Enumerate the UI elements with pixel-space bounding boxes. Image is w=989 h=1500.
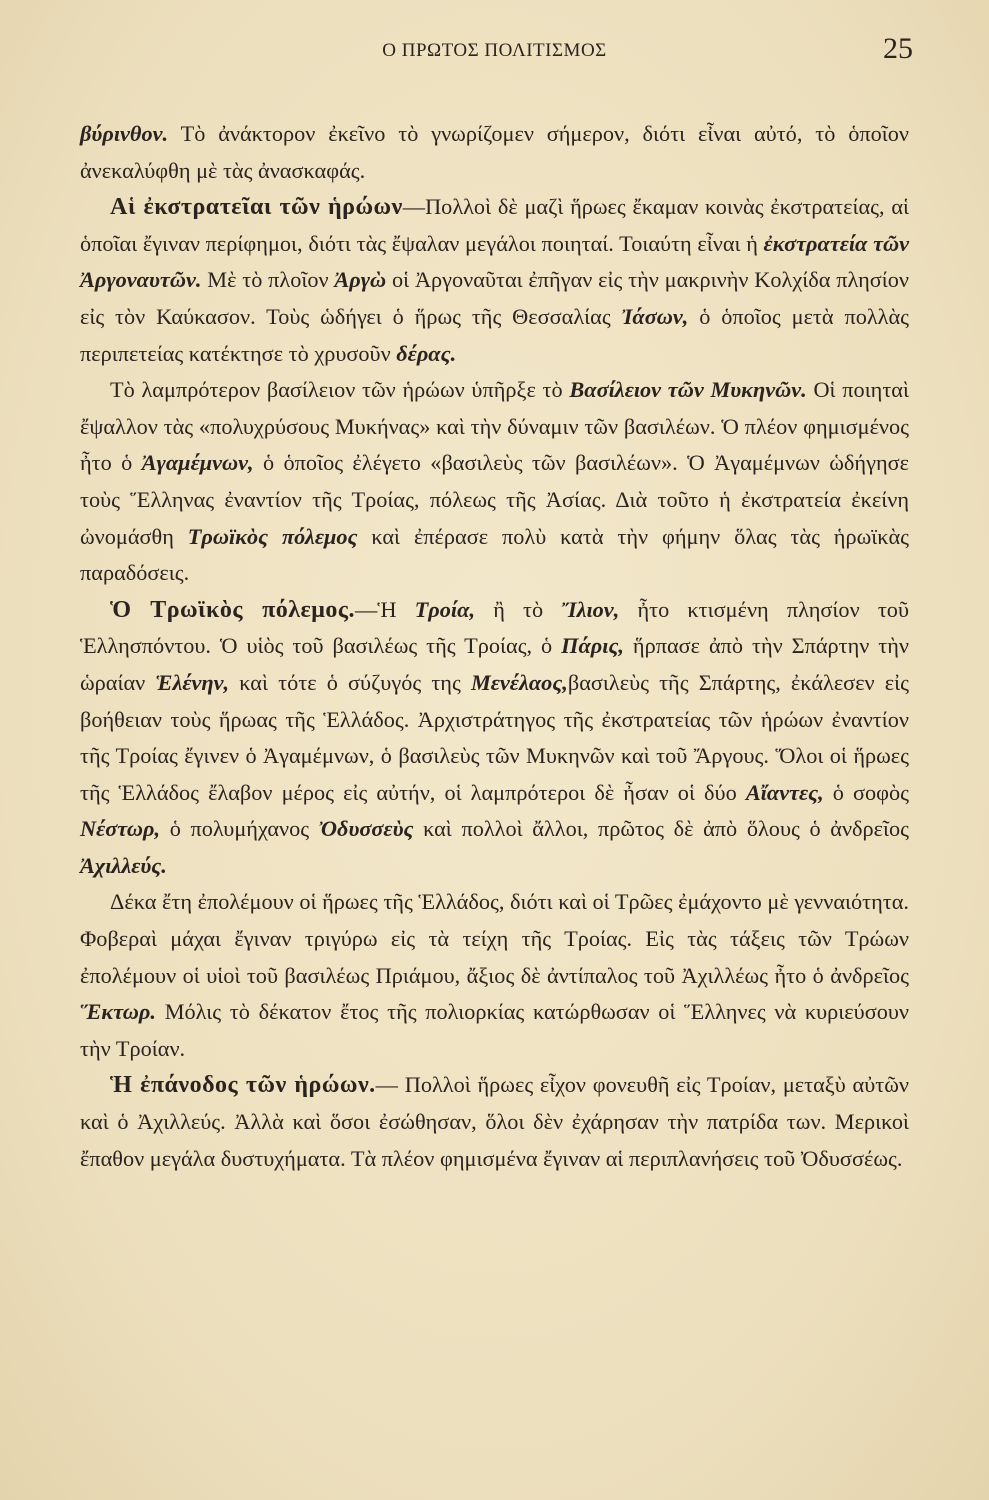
paragraph-text: ἥρπασε ἀπὸ τὴν Σπάρτην τὴν ὡραίαν [80,633,909,695]
page-header [80,28,913,72]
paragraph-text: καὶ ἐπέρασε πολὺ κατὰ τὴν φήμην ὅλας τὰς ἡρωϊκὰς παραδόσεις. [80,523,909,586]
paragraph-text: ἦτο κτισμένη πλησίον τοῦ Ἑλλησπόντου. Ὁ υἱὸς τοῦ βασιλέως τῆς Τροίας, ὁ [80,596,909,659]
emphasis-term: Ὀδυσσεὺς [318,816,414,842]
paragraph-text: ὁ σοφὸς [823,779,909,805]
emphasis-term: Ἴλιον, [561,596,620,622]
page-number: 25 [883,32,913,65]
emphasis-term: Ἀγαμέμνων, [141,450,254,476]
paragraph-text: Δέκα ἔτη ἐπολέμουν οἱ ἥρωες τῆς Ἑλλάδος, διότι καὶ οἱ Τρῶες ἐμάχοντο μὲ γενναιότητα. Φοβεραὶ μάχαι ἔγιναν τριγύρω εἰς τὰ τείχη τῆς Τροίας. Εἰς τὰς τάξεις τῶν Τρώων ἐπολέμουν οἱ υἱοὶ τοῦ βασιλέως Πριάμου, ἄξιος δὲ ἀντίπαλος τοῦ Ἀχιλλέως ἦτο ὁ ἀνδρεῖος [80,889,909,988]
emphasis-term: Πάρις, [561,633,624,659]
body-text [80,116,909,1177]
emphasis-term: δέρας. [396,340,457,366]
emphasis-term: Νέστωρ, [80,816,161,842]
paragraph-text: καὶ πολλοὶ ἄλλοι, πρῶτος δὲ ἀπὸ ὅλους ὁ ἀνδρεῖος [413,816,909,842]
emphasis-term: ἐκστρατεία τῶν Ἀργοναυτῶν. [80,230,909,293]
section-heading: Αἱ ἐκστρατεῖαι τῶν ἡρώων [110,194,403,221]
paragraph-text: καὶ τότε ὁ σύζυγός της [229,669,471,695]
section-heading: Ὁ Τρωϊκὸς πόλεμος. [110,596,356,623]
running-title: Ο ΠΡΩΤΟΣ ΠΟΛΙΤΙΣΜΟΣ [382,40,607,61]
emphasis-term: Ἑλένην, [155,669,230,695]
emphasis-term: βύρινθον. [80,121,169,146]
emphasis-term: Ἕκτωρ. [80,999,156,1025]
paragraph-text: Τὸ ἀνάκτορον ἐκεῖνο τὸ γνωρίζομεν σήμερον, διότι εἶναι αὐτό, τὸ ὁποῖον ἀνεκαλύφθη μὲ τὰς ἀνασκαφάς. [80,121,909,183]
paragraph-text: Μόλις τὸ δέκατον ἔτος τῆς πολιορκίας κατώρθωσαν οἱ Ἕλληνες νὰ κυριεύσουν τὴν Τροίαν. [80,999,909,1061]
section-heading: Ἡ ἐπάνοδος τῶν ἡρώων. [110,1072,376,1099]
paragraph-text: Τὸ λαμπρότερον βασίλειον τῶν ἡρώων ὑπῆρξε τὸ [110,377,570,403]
emphasis-term: Τροία, [414,596,476,622]
paragraph-text: ὁ ὁποῖος ἐλέγετο «βασιλεὺς τῶν βασιλέων». Ὁ Ἀγαμέμνων ὡδήγησε τοὺς Ἕλληνας ἐναντίον τῆς Τροίας, πόλεως τῆς Ἀσίας. Διὰ τοῦτο ἡ ἐκστρατεία ἐκείνη ὠνομάσθη [80,450,909,549]
paragraph-siege [80,884,909,1067]
paragraph-text: Μὲ τὸ πλοῖον [201,267,335,293]
paragraph-mycenae [80,372,909,592]
emphasis-term: Μενέλαος, [470,669,568,695]
emphasis-term: Τρωϊκὸς πόλεμος [187,523,358,549]
paragraph-return [80,1067,909,1177]
paragraph-text: βασιλεὺς τῆς Σπάρτης, ἐκάλεσεν εἰς βοήθειαν τοὺς ἥρωας τῆς Ἑλλάδος. Ἀρχιστράτηγος τῆς ἐκστρατείας τῶν ἡρώων ἐναντίον τῆς Τροίας ἔγινεν ὁ Ἀγαμέμνων, ὁ βασιλεὺς τῶν Μυκηνῶν καὶ τοῦ Ἄργους. Ὅλοι οἱ ἥρωες τῆς Ἑλλάδος ἔλαβον μέρος εἰς αὐτήν, οἱ λαμπρότεροι δὲ ἦσαν οἱ δύο [80,669,909,805]
paragraph-text: ἢ τὸ [475,596,562,622]
emphasis-term: Αἴαντες, [745,779,824,805]
paragraph-text: — Πολλοὶ ἥρωες εἶχον φονευθῆ εἰς Τροίαν, μεταξὺ αὐτῶν καὶ ὁ Ἀχιλλεύς. Ἀλλὰ καὶ ὅσοι ἐσώθησαν, ὅλοι δὲν ἐχάρησαν τὴν πατρίδα των. Μερικοὶ ἔπαθον μεγάλα δυστυχήματα. Τὰ πλέον φημισμένα ἔγιναν αἱ περιπλανήσεις τοῦ Ὀδυσσέως. [80,1072,909,1171]
emphasis-term: Βασίλειον τῶν Μυκηνῶν. [569,377,807,403]
paragraph-text: οἱ Ἀργοναῦται ἐπῆγαν εἰς τὴν μακρινὴν Κολχίδα πλησίον εἰς τὸν Καύκασον. Τοὺς ὡδήγει ὁ ἥρως τῆς Θεσσαλίας [80,267,910,329]
emphasis-term: Ἰάσων, [621,303,689,329]
paragraph-continuation [80,116,909,189]
paragraph-expeditions [80,189,909,372]
emphasis-term: Ἀχιλλεύς. [80,852,167,878]
paragraph-text: ὁ πολυμήχανος [160,816,319,842]
paragraph-text: —Πολλοὶ δὲ μαζὶ ἥρωες ἔκαμαν κοινὰς ἐκστρατείας, αἱ ὁποῖαι ἔγιναν περίφημοι, διότι τὰς ἔψαλαν μεγάλοι ποιηταί. Τοιαύτη εἶναι ἡ [80,194,910,256]
paragraph-trojan-war [80,592,909,885]
paragraph-text: ὁ ὁποῖος μετὰ πολλὰς περιπετείας κατέκτησε τὸ χρυσοῦν [80,303,909,366]
paragraph-text: Οἱ ποιηταὶ ἔψαλλον τὰς «πολυχρύσους Μυκήνας» καὶ τὴν δύναμιν τῶν βασιλέων. Ὁ πλέον φημισμένος ἦτο ὁ [80,377,909,476]
emphasis-term: Ἀργὼ [334,267,387,293]
paragraph-text: —Ἡ [355,596,415,622]
